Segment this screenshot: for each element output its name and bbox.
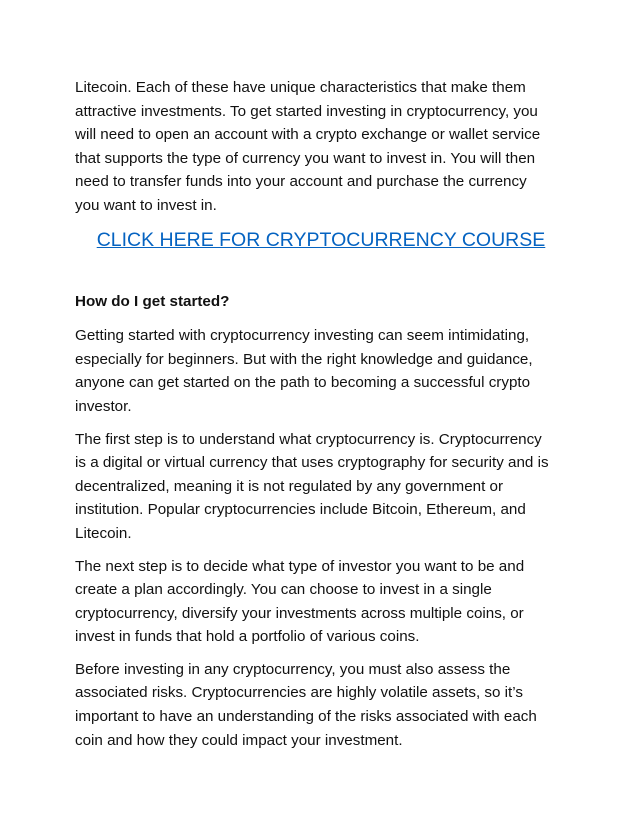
paragraph-line: is a digital or virtual currency that uses cryptography for security and is xyxy=(75,454,549,472)
body-paragraph xyxy=(75,658,575,752)
paragraph-line: associated risks. Cryptocurrencies are highly volatile assets, so it’s xyxy=(75,684,523,702)
intro-line: Litecoin. Each of these have unique characteristics that make them xyxy=(75,79,526,96)
paragraph-line: Before investing in any cryptocurrency, you must also assess the xyxy=(75,660,511,678)
body-paragraph xyxy=(75,324,575,418)
intro-paragraph xyxy=(75,76,575,218)
paragraph-line: The first step is to understand what cryptocurrency is. Cryptocurrency xyxy=(75,430,542,448)
course-link[interactable]: CLICK HERE FOR CRYPTOCURRENCY COURSE xyxy=(96,228,546,251)
section-heading: How do I get started? xyxy=(75,292,230,310)
body-paragraph xyxy=(75,555,575,649)
intro-line: need to transfer funds into your account and purchase the currency xyxy=(75,173,527,191)
paragraph-line: invest in funds that hold a portfolio of various coins. xyxy=(75,628,420,646)
paragraph-line: cryptocurrency, diversify your investments across multiple coins, or xyxy=(75,604,524,622)
paragraph-line: The next step is to decide what type of investor you want to be and xyxy=(75,557,525,575)
paragraph-line: decentralized, meaning it is not regulated by any government or xyxy=(75,477,504,495)
intro-line: you want to invest in. xyxy=(75,196,217,214)
paragraph-line: create a plan accordingly. You can choose to invest in a single xyxy=(75,581,492,599)
paragraph-line: Getting started with cryptocurrency investing can seem intimidating, xyxy=(75,327,530,345)
paragraph-line: important to have an understanding of the risks associated with each xyxy=(75,708,537,726)
paragraph-line: Litecoin. xyxy=(75,524,132,542)
paragraph-line: investor. xyxy=(75,397,132,415)
intro-line: will need to open an account with a crypto exchange or wallet service xyxy=(75,126,541,144)
paragraph-line: especially for beginners. But with the right knowledge and guidance, xyxy=(75,350,533,368)
intro-line: that supports the type of currency you want to invest in. You will then xyxy=(75,149,536,167)
body-paragraph xyxy=(75,428,575,546)
intro-line: attractive investments. To get started investing in cryptocurrency, you xyxy=(75,102,538,120)
document-page xyxy=(75,76,575,752)
paragraph-line: institution. Popular cryptocurrencies include Bitcoin, Ethereum, and xyxy=(75,501,526,519)
paragraph-line: anyone can get started on the path to becoming a successful crypto xyxy=(75,374,531,392)
course-link-row xyxy=(75,228,567,252)
paragraph-line: coin and how they could impact your investment. xyxy=(75,731,403,749)
